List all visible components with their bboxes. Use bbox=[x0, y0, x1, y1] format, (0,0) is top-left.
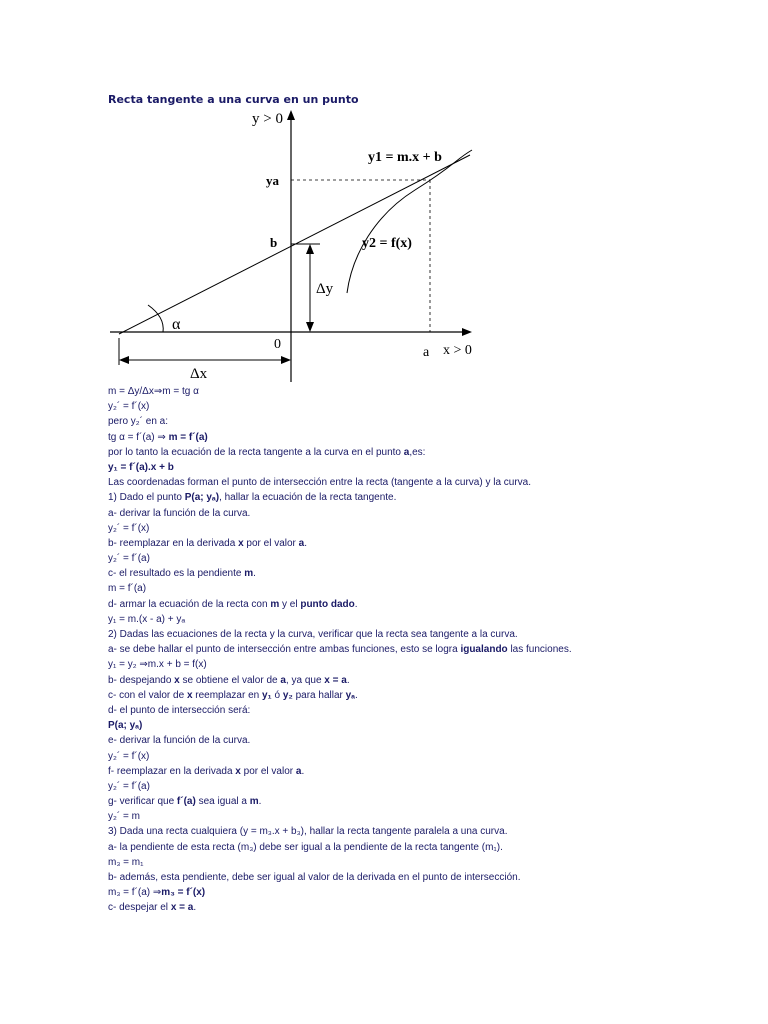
text-segment: . bbox=[354, 689, 358, 701]
text-segment: m = f´(a) bbox=[168, 431, 208, 443]
text-segment: m bbox=[249, 796, 259, 808]
text-segment: igualando bbox=[460, 644, 508, 656]
a-label: a bbox=[423, 345, 430, 360]
curve-label: y2 = f(x) bbox=[362, 236, 412, 251]
text-segment: , hallar la ecuación de la recta tangente. bbox=[219, 492, 397, 504]
text-line bbox=[108, 627, 748, 642]
text-line bbox=[108, 657, 748, 672]
text-line bbox=[108, 597, 748, 612]
tangent-line-diagram bbox=[100, 105, 480, 385]
text-segment: f´(a) bbox=[176, 796, 196, 808]
text-segment: y el bbox=[279, 598, 301, 610]
text-line bbox=[108, 870, 748, 885]
text-segment: por el valor bbox=[240, 765, 296, 777]
text-segment: g- verificar que bbox=[108, 796, 177, 808]
text-line bbox=[108, 749, 748, 764]
text-segment: f- reemplazar en la derivada bbox=[108, 765, 236, 777]
text-segment: x bbox=[235, 765, 241, 777]
b-label: b bbox=[270, 235, 278, 250]
text-line bbox=[108, 885, 748, 900]
text-line bbox=[108, 779, 748, 794]
zero-label: 0 bbox=[274, 337, 281, 352]
text-segment: m bbox=[270, 598, 280, 610]
text-segment: c- el resultado es la pendiente bbox=[108, 568, 245, 580]
text-segment: . bbox=[193, 902, 197, 914]
text-segment: Las coordenadas forman el punto de intersección entre la recta (tangente a la curva) y la curva. bbox=[108, 477, 532, 489]
delta-y-label: Δy bbox=[316, 281, 334, 297]
text-segment: . bbox=[304, 537, 308, 549]
text-segment: a- se debe hallar el punto de intersección entre ambas funciones, esto se logra bbox=[108, 644, 461, 656]
text-segment: m₃ = f´(x) bbox=[161, 887, 206, 899]
text-segment: . bbox=[354, 598, 358, 610]
text-line bbox=[108, 733, 748, 748]
text-segment: , ya que bbox=[285, 674, 325, 686]
text-segment: a bbox=[298, 537, 305, 549]
text-line bbox=[108, 460, 748, 475]
text-segment: m₃ = f´(a) ⇒ bbox=[108, 887, 162, 899]
text-segment: punto dado bbox=[300, 598, 355, 610]
text-segment: 2) Dadas las ecuaciones de la recta y la curva, verificar que la recta sea tangente a la curva. bbox=[108, 629, 518, 640]
text-segment: b- despejando bbox=[108, 674, 175, 686]
curve bbox=[347, 150, 472, 293]
text-segment: . bbox=[258, 796, 262, 808]
text-segment: e- derivar la función de la curva. bbox=[108, 735, 251, 747]
text-line bbox=[108, 475, 748, 490]
text-line bbox=[108, 764, 748, 779]
text-segment: a bbox=[403, 446, 410, 458]
text-line bbox=[108, 490, 748, 505]
text-segment: y₂´ = f´(x) bbox=[108, 522, 150, 534]
text-segment: m = f´(a) bbox=[108, 583, 147, 595]
text-segment: b- reemplazar en la derivada bbox=[108, 537, 239, 549]
text-segment: sea igual a bbox=[195, 796, 250, 808]
y-axis-arrow bbox=[287, 110, 295, 120]
text-line bbox=[108, 612, 748, 627]
text-segment: y₂ bbox=[282, 689, 293, 701]
explanation-text bbox=[108, 384, 748, 916]
alpha-label: α bbox=[172, 316, 181, 333]
page-title: Recta tangente a una curva en un punto bbox=[108, 93, 359, 106]
text-line bbox=[108, 445, 748, 460]
text-segment: P(a; yₐ) bbox=[184, 492, 220, 504]
text-segment: ó bbox=[271, 689, 283, 701]
line-label: y1 = m.x + b bbox=[368, 150, 442, 165]
text-line bbox=[108, 809, 748, 824]
text-segment: x bbox=[186, 689, 193, 701]
text-line bbox=[108, 414, 748, 429]
y-axis-label: y > 0 bbox=[252, 111, 283, 127]
text-line bbox=[108, 566, 748, 581]
text-segment: x = a bbox=[170, 902, 194, 914]
text-segment: a- la pendiente de esta recta (m₃) debe ser igual a la pendiente de la recta tangente (m₁). bbox=[108, 841, 503, 853]
text-segment: por el valor bbox=[243, 537, 299, 549]
text-segment: yₐ bbox=[345, 689, 355, 701]
text-line bbox=[108, 855, 748, 870]
text-segment: d- armar la ecuación de la recta con bbox=[108, 598, 271, 610]
text-line bbox=[108, 430, 748, 445]
text-line bbox=[108, 581, 748, 596]
text-segment: y₂´ = m bbox=[108, 811, 140, 823]
text-line bbox=[108, 551, 748, 566]
text-segment: 3) Dada una recta cualquiera (y = m₃.x + b₃), hallar la recta tangente paralela a una curva. bbox=[108, 826, 508, 838]
text-segment: 1) Dado el punto bbox=[108, 492, 185, 504]
text-segment: m bbox=[244, 568, 254, 580]
text-segment: las funciones. bbox=[507, 644, 572, 656]
ya-label: ya bbox=[266, 173, 279, 188]
text-line bbox=[108, 642, 748, 657]
text-segment: por lo tanto la ecuación de la recta tangente a la curva en el punto bbox=[108, 446, 404, 458]
text-segment: m₃ = m₁ bbox=[108, 856, 144, 868]
text-line bbox=[108, 703, 748, 718]
text-line bbox=[108, 794, 748, 809]
text-segment: y₂´ = f´(x) bbox=[108, 750, 150, 762]
text-segment: x bbox=[174, 674, 180, 686]
text-segment: . bbox=[253, 568, 256, 580]
text-segment: y₁ = y₂ ⇒m.x + b = f(x) bbox=[108, 659, 207, 671]
text-segment: se obtiene el valor de bbox=[179, 674, 281, 686]
text-segment: tg α = f´(a) ⇒ bbox=[108, 431, 169, 443]
text-segment: b- además, esta pendiente, debe ser igual al valor de la derivada en el punto de intersección. bbox=[108, 872, 521, 883]
text-segment: x bbox=[238, 537, 244, 549]
text-line bbox=[108, 688, 748, 703]
text-segment: a bbox=[295, 765, 302, 777]
text-line bbox=[108, 521, 748, 536]
text-segment: . bbox=[301, 765, 305, 777]
text-segment: pero y₂´ en a: bbox=[108, 416, 169, 428]
text-segment: ,es: bbox=[409, 446, 426, 458]
text-segment: y₁ = f´(a).x + b bbox=[108, 461, 174, 473]
text-segment: para hallar bbox=[292, 689, 346, 701]
text-line bbox=[108, 824, 748, 839]
x-axis-label: x > 0 bbox=[443, 343, 472, 358]
text-segment: . bbox=[346, 674, 350, 686]
text-line bbox=[108, 900, 748, 915]
text-line bbox=[108, 399, 748, 414]
text-segment: y₂´ = f´(a) bbox=[108, 780, 150, 792]
text-segment: x = a bbox=[324, 674, 347, 686]
text-segment: reemplazar en bbox=[192, 689, 262, 701]
text-segment: m = Δy/Δx⇒m = tg α bbox=[108, 386, 199, 397]
text-line bbox=[108, 536, 748, 551]
text-segment: y₂´ = f´(x) bbox=[108, 401, 150, 413]
text-line bbox=[108, 840, 748, 855]
text-segment: c- con el valor de bbox=[108, 689, 187, 701]
delta-x-label: Δx bbox=[190, 366, 208, 382]
text-segment: y₂´ = f´(a) bbox=[108, 553, 150, 565]
x-axis-arrow bbox=[462, 328, 472, 336]
text-line bbox=[108, 718, 748, 733]
text-segment: y₁ bbox=[261, 689, 272, 701]
text-segment: a- derivar la función de la curva. bbox=[108, 507, 251, 519]
text-segment: d- el punto de intersección será: bbox=[108, 704, 251, 716]
text-segment: c- despejar el bbox=[108, 902, 171, 914]
text-line bbox=[108, 506, 748, 521]
text-segment: P(a; yₐ) bbox=[108, 720, 143, 732]
text-line bbox=[108, 384, 748, 399]
text-line bbox=[108, 673, 748, 688]
text-segment: y₁ = m.(x - a) + yₐ bbox=[108, 613, 186, 625]
text-segment: a bbox=[280, 674, 286, 686]
